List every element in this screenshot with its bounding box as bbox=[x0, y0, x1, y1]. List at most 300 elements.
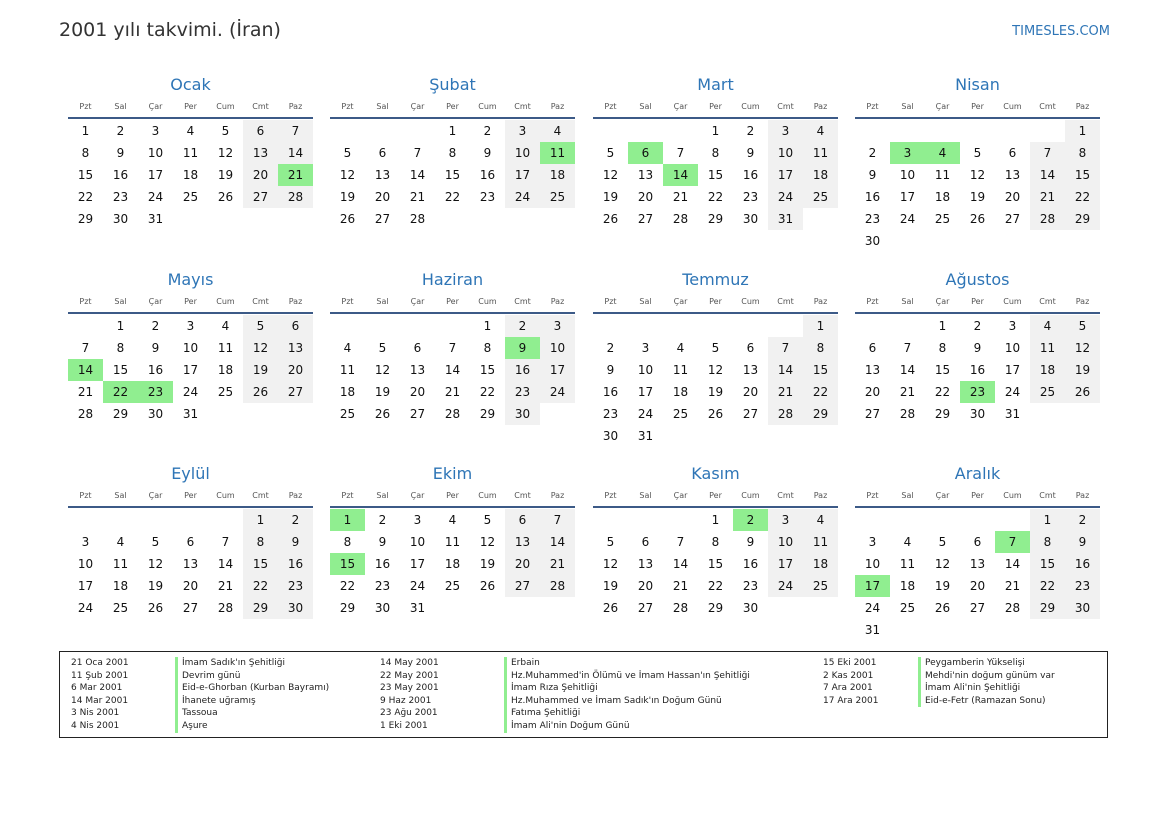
day-cell: 29 bbox=[243, 597, 278, 619]
weekday-header bbox=[855, 102, 1100, 114]
day-cell: 7 bbox=[540, 509, 575, 531]
weekday-label: Pzt bbox=[604, 102, 617, 111]
month-name: Aralık bbox=[954, 464, 1001, 483]
day-cell: 12 bbox=[934, 557, 951, 571]
day-cell: 16 bbox=[505, 359, 540, 381]
day-cell: 22 bbox=[803, 381, 838, 403]
day-cell: 23 bbox=[742, 579, 759, 593]
weekday-label: Sal bbox=[376, 297, 389, 306]
day-cell: 25 bbox=[339, 407, 356, 421]
day-cell: 16 bbox=[742, 557, 759, 571]
holiday-date: 23 Ağu 2001 bbox=[380, 708, 438, 719]
holiday-name: Tassoua bbox=[175, 707, 329, 720]
day-cell: 24 bbox=[505, 186, 540, 208]
holiday-date: 17 Ara 2001 bbox=[823, 695, 879, 706]
day-cell: 1 bbox=[116, 319, 125, 333]
weekday-label: Sal bbox=[639, 491, 652, 500]
weekday-label: Per bbox=[709, 297, 722, 306]
day-cell: 1 bbox=[243, 509, 278, 531]
day-cell: 13 bbox=[278, 337, 313, 359]
month-rule bbox=[330, 506, 575, 508]
day-cell: 23 bbox=[374, 579, 391, 593]
month-rule bbox=[593, 117, 838, 119]
day-cell: 2 bbox=[505, 315, 540, 337]
holiday-day-cell: 3 bbox=[890, 142, 925, 164]
weekday-label: Per bbox=[971, 491, 984, 500]
holiday-day-cell: 14 bbox=[663, 164, 698, 186]
day-cell: 13 bbox=[409, 363, 426, 377]
weekday-label: Paz bbox=[288, 102, 303, 111]
day-cell: 8 bbox=[81, 146, 90, 160]
day-cell: 27 bbox=[969, 601, 986, 615]
day-cell: 16 bbox=[864, 190, 881, 204]
weekday-header bbox=[593, 102, 838, 114]
day-cell: 10 bbox=[768, 531, 803, 553]
day-cell: 23 bbox=[864, 212, 881, 226]
day-cell: 27 bbox=[1004, 212, 1021, 226]
day-cell: 21 bbox=[540, 553, 575, 575]
weekday-label: Paz bbox=[550, 297, 565, 306]
day-cell: 19 bbox=[969, 190, 986, 204]
weekday-label: Per bbox=[446, 491, 459, 500]
day-cell: 12 bbox=[374, 363, 391, 377]
month-3 bbox=[593, 74, 838, 264]
month-name: Nisan bbox=[955, 75, 1000, 94]
day-cell: 30 bbox=[864, 234, 881, 248]
weekday-label: Per bbox=[446, 102, 459, 111]
month-name: Şubat bbox=[429, 75, 476, 94]
day-cell: 7 bbox=[903, 341, 912, 355]
weekday-label: Cmt bbox=[514, 297, 531, 306]
day-cell: 17 bbox=[147, 168, 164, 182]
day-cell: 22 bbox=[707, 579, 724, 593]
day-cell: 18 bbox=[112, 579, 129, 593]
month-rule bbox=[855, 312, 1100, 314]
holiday-day-cell: 23 bbox=[960, 381, 995, 403]
day-cell: 19 bbox=[339, 190, 356, 204]
weekday-label: Paz bbox=[550, 491, 565, 500]
day-cell: 18 bbox=[444, 557, 461, 571]
day-cell: 7 bbox=[81, 341, 90, 355]
day-cell: 4 bbox=[903, 535, 912, 549]
day-cell: 1 bbox=[483, 319, 492, 333]
weekday-label: Per bbox=[709, 102, 722, 111]
day-cell: 18 bbox=[803, 553, 838, 575]
day-cell: 3 bbox=[868, 535, 877, 549]
day-cell: 15 bbox=[479, 363, 496, 377]
day-cell: 25 bbox=[182, 190, 199, 204]
day-cell: 20 bbox=[637, 190, 654, 204]
day-cell: 5 bbox=[973, 146, 982, 160]
day-cell: 11 bbox=[339, 363, 356, 377]
day-cell: 15 bbox=[77, 168, 94, 182]
day-cell: 28 bbox=[672, 601, 689, 615]
holiday-day-cell: 21 bbox=[278, 164, 313, 186]
day-cell: 10 bbox=[1004, 341, 1021, 355]
day-cell: 13 bbox=[864, 363, 881, 377]
weekday-label: Sal bbox=[114, 491, 127, 500]
weekday-label: Çar bbox=[673, 102, 688, 111]
day-cell: 9 bbox=[606, 363, 615, 377]
day-cell: 4 bbox=[1030, 315, 1065, 337]
day-cell: 5 bbox=[483, 513, 492, 527]
day-cell: 5 bbox=[938, 535, 947, 549]
day-cell: 8 bbox=[1065, 142, 1100, 164]
weekday-label: Pzt bbox=[79, 491, 92, 500]
day-cell: 25 bbox=[803, 186, 838, 208]
day-cell: 16 bbox=[147, 363, 164, 377]
day-cell: 5 bbox=[711, 341, 720, 355]
weekday-label: Per bbox=[184, 297, 197, 306]
holiday-date: 15 Eki 2001 bbox=[823, 658, 877, 668]
day-cell: 16 bbox=[479, 168, 496, 182]
day-cell: 18 bbox=[217, 363, 234, 377]
day-cell: 11 bbox=[1030, 337, 1065, 359]
month-6 bbox=[330, 269, 575, 459]
holiday-date: 11 Şub 2001 bbox=[71, 670, 129, 681]
weekday-label: Çar bbox=[148, 491, 163, 500]
holiday-date: 21 Oca 2001 bbox=[71, 658, 129, 668]
day-cell: 1 bbox=[448, 124, 457, 138]
day-cell: 1 bbox=[1065, 120, 1100, 142]
month-4 bbox=[855, 74, 1100, 264]
day-cell: 17 bbox=[77, 579, 94, 593]
day-cell: 26 bbox=[934, 601, 951, 615]
holiday-date: 7 Ara 2001 bbox=[823, 683, 873, 694]
day-cell: 19 bbox=[707, 385, 724, 399]
day-cell: 2 bbox=[973, 319, 982, 333]
day-cell: 6 bbox=[1008, 146, 1017, 160]
weekday-label: Per bbox=[184, 102, 197, 111]
day-cell: 24 bbox=[768, 186, 803, 208]
day-cell: 27 bbox=[243, 186, 278, 208]
day-cell: 6 bbox=[505, 509, 540, 531]
day-cell: 2 bbox=[378, 513, 387, 527]
day-cell: 14 bbox=[672, 557, 689, 571]
month-1 bbox=[68, 74, 313, 264]
day-cell: 20 bbox=[742, 385, 759, 399]
day-cell: 27 bbox=[409, 407, 426, 421]
day-cell: 23 bbox=[742, 190, 759, 204]
day-cell: 26 bbox=[1065, 381, 1100, 403]
holiday-name: Erbain bbox=[504, 657, 750, 670]
day-cell: 28 bbox=[1004, 601, 1021, 615]
holiday-name: Aşure bbox=[175, 720, 329, 733]
weekday-label: Çar bbox=[935, 491, 950, 500]
day-cell: 20 bbox=[969, 579, 986, 593]
day-cell: 22 bbox=[243, 575, 278, 597]
day-cell: 2 bbox=[746, 124, 755, 138]
holiday-name: Hz.Muhammed ve İmam Sadık'ın Doğum Günü bbox=[504, 695, 750, 708]
holiday-day-cell: 15 bbox=[330, 553, 365, 575]
day-cell: 26 bbox=[479, 579, 496, 593]
day-cell: 19 bbox=[217, 168, 234, 182]
weekday-label: Paz bbox=[813, 102, 828, 111]
weekday-label: Paz bbox=[550, 102, 565, 111]
day-cell: 14 bbox=[768, 359, 803, 381]
day-cell: 28 bbox=[768, 403, 803, 425]
site-link[interactable]: TIMESLES.COM bbox=[1012, 24, 1110, 39]
day-cell: 16 bbox=[112, 168, 129, 182]
day-cell: 16 bbox=[602, 385, 619, 399]
day-cell: 6 bbox=[868, 341, 877, 355]
day-cell: 10 bbox=[147, 146, 164, 160]
day-cell: 13 bbox=[374, 168, 391, 182]
day-cell: 25 bbox=[672, 407, 689, 421]
weekday-label: Sal bbox=[639, 102, 652, 111]
month-rule bbox=[593, 506, 838, 508]
day-cell: 6 bbox=[413, 341, 422, 355]
day-cell: 14 bbox=[444, 363, 461, 377]
holiday-name: Eid-e-Ghorban (Kurban Bayramı) bbox=[175, 682, 329, 695]
day-cell: 8 bbox=[1030, 531, 1065, 553]
day-cell: 6 bbox=[378, 146, 387, 160]
day-cell: 2 bbox=[868, 146, 877, 160]
day-cell: 30 bbox=[147, 407, 164, 421]
day-cell: 30 bbox=[602, 429, 619, 443]
day-cell: 22 bbox=[77, 190, 94, 204]
day-cell: 10 bbox=[409, 535, 426, 549]
weekday-label: Cum bbox=[741, 297, 760, 306]
weekday-label: Cmt bbox=[252, 102, 269, 111]
holiday-name: İmam Ali'nin Doğum Günü bbox=[504, 720, 750, 733]
day-cell: 12 bbox=[479, 535, 496, 549]
day-cell: 4 bbox=[540, 120, 575, 142]
weekday-label: Sal bbox=[901, 491, 914, 500]
weekday-label: Paz bbox=[1075, 297, 1090, 306]
day-cell: 27 bbox=[742, 407, 759, 421]
day-cell: 18 bbox=[540, 164, 575, 186]
weekday-header bbox=[68, 297, 313, 309]
day-cell: 23 bbox=[112, 190, 129, 204]
day-cell: 21 bbox=[444, 385, 461, 399]
weekday-label: Çar bbox=[935, 102, 950, 111]
month-rule bbox=[855, 506, 1100, 508]
day-cell: 21 bbox=[672, 190, 689, 204]
month-rule bbox=[330, 312, 575, 314]
day-cell: 15 bbox=[112, 363, 129, 377]
weekday-label: Sal bbox=[376, 102, 389, 111]
holiday-day-cell: 6 bbox=[628, 142, 663, 164]
day-cell: 4 bbox=[221, 319, 230, 333]
day-cell: 1 bbox=[938, 319, 947, 333]
holiday-date: 3 Nis 2001 bbox=[71, 708, 120, 719]
weekday-label: Sal bbox=[376, 491, 389, 500]
day-cell: 26 bbox=[374, 407, 391, 421]
day-cell: 30 bbox=[505, 403, 540, 425]
day-cell: 17 bbox=[182, 363, 199, 377]
day-cell: 19 bbox=[602, 579, 619, 593]
day-cell: 8 bbox=[448, 146, 457, 160]
day-cell: 10 bbox=[768, 142, 803, 164]
day-cell: 28 bbox=[217, 601, 234, 615]
holiday-day-cell: 11 bbox=[540, 142, 575, 164]
day-cell: 7 bbox=[1030, 142, 1065, 164]
day-cell: 13 bbox=[637, 168, 654, 182]
weekday-label: Çar bbox=[673, 491, 688, 500]
day-cell: 27 bbox=[374, 212, 391, 226]
weekday-label: Pzt bbox=[341, 491, 354, 500]
weekday-label: Paz bbox=[288, 297, 303, 306]
day-cell: 11 bbox=[803, 142, 838, 164]
day-cell: 9 bbox=[746, 146, 755, 160]
month-name: Mart bbox=[697, 75, 734, 94]
day-cell: 28 bbox=[409, 212, 426, 226]
day-cell: 5 bbox=[606, 146, 615, 160]
day-cell: 8 bbox=[483, 341, 492, 355]
weekday-header bbox=[68, 102, 313, 114]
day-cell: 12 bbox=[1065, 337, 1100, 359]
day-cell: 15 bbox=[1030, 553, 1065, 575]
day-cell: 11 bbox=[444, 535, 461, 549]
weekday-label: Cmt bbox=[1039, 491, 1056, 500]
holiday-name: Eid-e-Fetr (Ramazan Sonu) bbox=[918, 695, 1055, 708]
day-cell: 30 bbox=[112, 212, 129, 226]
weekday-label: Paz bbox=[813, 491, 828, 500]
weekday-label: Cmt bbox=[252, 297, 269, 306]
month-rule bbox=[68, 506, 313, 508]
weekday-label: Cmt bbox=[777, 297, 794, 306]
day-cell: 10 bbox=[182, 341, 199, 355]
day-cell: 20 bbox=[374, 190, 391, 204]
day-cell: 29 bbox=[707, 212, 724, 226]
day-cell: 20 bbox=[1004, 190, 1021, 204]
day-cell: 24 bbox=[768, 575, 803, 597]
weekday-label: Cum bbox=[216, 491, 235, 500]
day-cell: 26 bbox=[602, 601, 619, 615]
day-cell: 31 bbox=[637, 429, 654, 443]
holiday-date: 1 Eki 2001 bbox=[380, 720, 428, 731]
day-cell: 11 bbox=[217, 341, 234, 355]
day-cell: 5 bbox=[151, 535, 160, 549]
day-cell: 11 bbox=[112, 557, 129, 571]
day-cell: 29 bbox=[1030, 597, 1065, 619]
weekday-label: Cum bbox=[1003, 297, 1022, 306]
holiday-day-cell: 9 bbox=[505, 337, 540, 359]
holiday-date: 23 May 2001 bbox=[380, 683, 439, 694]
weekday-label: Cmt bbox=[252, 491, 269, 500]
day-cell: 26 bbox=[602, 212, 619, 226]
day-cell: 7 bbox=[676, 146, 685, 160]
day-cell: 24 bbox=[147, 190, 164, 204]
holiday-name: Hz.Muhammed'in Ölümü ve İmam Hassan'ın Şehitliği bbox=[504, 670, 750, 683]
day-cell: 3 bbox=[505, 120, 540, 142]
day-cell: 18 bbox=[899, 579, 916, 593]
day-cell: 30 bbox=[969, 407, 986, 421]
weekday-label: Pzt bbox=[866, 102, 879, 111]
day-cell: 19 bbox=[1065, 359, 1100, 381]
weekday-label: Cum bbox=[1003, 102, 1022, 111]
weekday-header bbox=[330, 491, 575, 503]
day-cell: 18 bbox=[934, 190, 951, 204]
weekday-label: Cum bbox=[1003, 491, 1022, 500]
day-cell: 28 bbox=[444, 407, 461, 421]
day-cell: 3 bbox=[413, 513, 422, 527]
holiday-date-column bbox=[71, 657, 129, 733]
holiday-day-cell: 22 bbox=[103, 381, 138, 403]
day-cell: 16 bbox=[374, 557, 391, 571]
day-cell: 21 bbox=[217, 579, 234, 593]
weekday-header bbox=[855, 297, 1100, 309]
weekday-label: Per bbox=[184, 491, 197, 500]
holiday-date: 2 Kas 2001 bbox=[823, 670, 874, 681]
day-cell: 14 bbox=[1030, 164, 1065, 186]
day-cell: 13 bbox=[182, 557, 199, 571]
day-cell: 23 bbox=[602, 407, 619, 421]
day-cell: 17 bbox=[768, 553, 803, 575]
day-cell: 12 bbox=[217, 146, 234, 160]
day-cell: 13 bbox=[969, 557, 986, 571]
day-cell: 9 bbox=[116, 146, 125, 160]
day-cell: 17 bbox=[899, 190, 916, 204]
day-cell: 24 bbox=[77, 601, 94, 615]
weekday-label: Per bbox=[971, 102, 984, 111]
day-cell: 18 bbox=[1030, 359, 1065, 381]
holiday-date: 22 May 2001 bbox=[380, 670, 439, 681]
day-cell: 25 bbox=[112, 601, 129, 615]
day-cell: 21 bbox=[1004, 579, 1021, 593]
day-cell: 21 bbox=[768, 381, 803, 403]
day-cell: 23 bbox=[479, 190, 496, 204]
day-cell: 11 bbox=[182, 146, 199, 160]
day-cell: 14 bbox=[278, 142, 313, 164]
day-cell: 23 bbox=[278, 575, 313, 597]
day-cell: 22 bbox=[479, 385, 496, 399]
weekday-label: Sal bbox=[901, 102, 914, 111]
day-cell: 19 bbox=[479, 557, 496, 571]
holiday-date: 9 Haz 2001 bbox=[380, 695, 432, 706]
holiday-date: 6 Mar 2001 bbox=[71, 683, 123, 694]
day-cell: 8 bbox=[938, 341, 947, 355]
day-cell: 20 bbox=[182, 579, 199, 593]
day-cell: 17 bbox=[768, 164, 803, 186]
day-cell: 28 bbox=[899, 407, 916, 421]
day-cell: 27 bbox=[182, 601, 199, 615]
holiday-day-cell: 1 bbox=[330, 509, 365, 531]
day-cell: 24 bbox=[540, 381, 575, 403]
day-cell: 9 bbox=[746, 535, 755, 549]
weekday-label: Pzt bbox=[604, 297, 617, 306]
day-cell: 7 bbox=[413, 146, 422, 160]
month-2 bbox=[330, 74, 575, 264]
day-cell: 24 bbox=[899, 212, 916, 226]
weekday-label: Cmt bbox=[1039, 297, 1056, 306]
day-cell: 21 bbox=[1030, 186, 1065, 208]
weekday-label: Çar bbox=[410, 491, 425, 500]
weekday-label: Paz bbox=[1075, 102, 1090, 111]
day-cell: 8 bbox=[343, 535, 352, 549]
weekday-label: Çar bbox=[410, 297, 425, 306]
day-cell: 15 bbox=[243, 553, 278, 575]
month-12 bbox=[855, 463, 1100, 653]
day-cell: 10 bbox=[505, 142, 540, 164]
day-cell: 25 bbox=[934, 212, 951, 226]
day-cell: 30 bbox=[742, 601, 759, 615]
day-cell: 9 bbox=[1065, 531, 1100, 553]
holiday-name: Peygamberin Yükselişi bbox=[918, 657, 1055, 670]
day-cell: 5 bbox=[243, 315, 278, 337]
weekday-label: Cum bbox=[216, 102, 235, 111]
day-cell: 18 bbox=[672, 385, 689, 399]
day-cell: 12 bbox=[969, 168, 986, 182]
day-cell: 26 bbox=[243, 381, 278, 403]
weekday-label: Cum bbox=[216, 297, 235, 306]
month-name: Kasım bbox=[691, 464, 740, 483]
day-cell: 13 bbox=[742, 363, 759, 377]
weekday-label: Cum bbox=[478, 491, 497, 500]
day-cell: 30 bbox=[278, 597, 313, 619]
day-cell: 15 bbox=[707, 168, 724, 182]
